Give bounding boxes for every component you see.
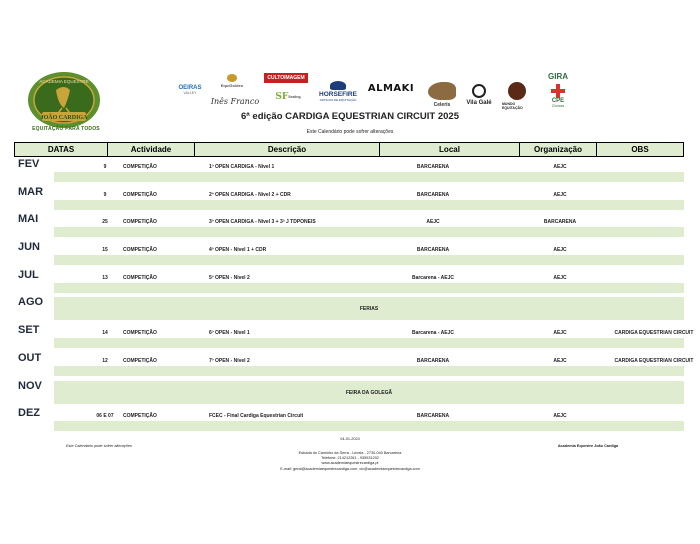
cell-activity: COMPETIÇÃO bbox=[123, 274, 157, 281]
cell-description: 2º OPEN CARDIGA - Nivel 2 + CDR bbox=[209, 191, 291, 198]
header-local: Local bbox=[380, 143, 520, 156]
month-label: JUL bbox=[18, 268, 39, 281]
month-label: FEV bbox=[18, 158, 40, 170]
cell-description: 4º OPEN - Nivel 1 + CDR bbox=[209, 247, 267, 254]
sponsor-oeiras-sub: VALLEY bbox=[183, 91, 197, 95]
logo-tagline: EQUITAÇÃO PARA TODOS bbox=[32, 126, 100, 132]
calendar-table bbox=[14, 142, 694, 434]
cell-organization: AEJC bbox=[553, 330, 567, 337]
cell-description: 7º OPEN - Nivel 2 bbox=[209, 357, 250, 364]
cell-local: BARCARENA bbox=[416, 357, 450, 364]
footer-contact bbox=[0, 451, 700, 472]
sponsor-sf-sub: Sealing bbox=[288, 95, 301, 99]
table-row bbox=[14, 351, 694, 379]
sponsor-oeiras-name: OEIRAS bbox=[178, 85, 202, 91]
cell-date: 06 E 07 bbox=[96, 413, 114, 420]
cell-description: 6º OPEN - Nivel 1 bbox=[209, 330, 250, 337]
table-row bbox=[14, 379, 684, 407]
sponsor-sf-logo bbox=[270, 88, 306, 106]
equigolden-icon bbox=[227, 74, 237, 82]
footer-website[interactable]: www.academiaequestrecardiga.pt bbox=[321, 461, 379, 466]
row-band bbox=[54, 172, 684, 182]
cell-organization: AEJC bbox=[553, 164, 567, 170]
sponsor-mundo-name: MUNDO EQUITAÇÃO bbox=[502, 102, 523, 110]
cell-date: 12 bbox=[102, 357, 108, 364]
table-body bbox=[14, 157, 694, 434]
table-row bbox=[14, 157, 684, 185]
cell-date: 14 bbox=[102, 330, 108, 337]
month-label: JUN bbox=[18, 241, 41, 254]
cell-description: 3º OPEN CARDIGA - Nivel 3 + 3ª J TDPONEIS bbox=[209, 219, 316, 226]
sponsor-almaki-logo: ALMAKI bbox=[367, 82, 415, 94]
row-band bbox=[54, 421, 684, 431]
sponsor-cpe-sub: Clínicas bbox=[551, 104, 565, 108]
row-data bbox=[54, 357, 694, 366]
cell-activity: COMPETIÇÃO bbox=[123, 164, 157, 170]
cell-local: BARCARENA bbox=[416, 413, 450, 420]
table-row bbox=[14, 295, 684, 323]
cell-date: 9 bbox=[103, 191, 107, 198]
mundo-equitacao-icon bbox=[508, 82, 526, 100]
month-label: DEZ bbox=[18, 407, 40, 420]
cell-organization: BARCARENA bbox=[543, 219, 577, 226]
row-data bbox=[54, 389, 684, 398]
sponsor-horsefire-sub: ARTIGOS DE EQUITAÇÃO bbox=[319, 97, 357, 102]
sponsor-gira-name: GIRA bbox=[548, 72, 568, 81]
header-actividade: Actividade bbox=[108, 143, 195, 156]
row-data bbox=[54, 274, 684, 283]
row-band bbox=[54, 227, 684, 237]
sponsor-celeris-name: Celeris bbox=[433, 102, 451, 108]
sponsor-equigolden-logo bbox=[218, 71, 246, 91]
table-row bbox=[14, 240, 684, 268]
table-row bbox=[14, 185, 684, 213]
cell-activity: COMPETIÇÃO bbox=[123, 219, 157, 226]
footer-email[interactable]: E-mail: geral@academiaequestrecardiga.com, cic@academiaequestrecardiga.com bbox=[280, 466, 420, 471]
table-row bbox=[14, 323, 694, 351]
cell-local: BARCARENA bbox=[416, 247, 450, 254]
cell-local: BARCARENA bbox=[416, 191, 450, 198]
row-data bbox=[54, 246, 684, 255]
header-datas: DATAS bbox=[15, 143, 108, 156]
sponsor-gira-cpe-logo bbox=[540, 72, 576, 112]
vila-gale-icon bbox=[472, 84, 486, 98]
cell-local: Barcarena - AEJC bbox=[411, 274, 455, 281]
sponsor-horsefire-logo bbox=[315, 80, 361, 102]
page-subtitle: Este Calendário pode sofrer alterações bbox=[306, 129, 394, 135]
cell-description: 1º OPEN CARDIGA - Nivel 1 bbox=[209, 164, 275, 170]
cell-date: 15 bbox=[102, 247, 108, 254]
cell-date: 13 bbox=[102, 274, 108, 281]
table-row bbox=[14, 212, 684, 240]
cell-local: BARCARENA bbox=[416, 164, 450, 170]
logo-text-bottom: JOÃO CARDIGA bbox=[40, 115, 88, 121]
footer-phone: Telefone: 214212261 - 935531202 bbox=[321, 456, 379, 461]
row-data bbox=[54, 329, 694, 338]
cell-date: 25 bbox=[102, 219, 108, 226]
cell-local: AEJC bbox=[426, 219, 440, 226]
row-band bbox=[54, 200, 684, 210]
sponsor-celeris-logo bbox=[420, 74, 464, 108]
sponsor-sf-name: SF bbox=[275, 92, 289, 102]
month-label: SET bbox=[18, 324, 40, 337]
row-band bbox=[54, 283, 684, 293]
month-label: NOV bbox=[18, 379, 42, 392]
cell-organization: AEJC bbox=[553, 191, 567, 198]
cell-organization: AEJC bbox=[553, 247, 567, 254]
table-header bbox=[14, 142, 684, 157]
cell-local: Barcarena - AEJC bbox=[411, 330, 455, 337]
sponsor-oeiras-logo bbox=[177, 76, 203, 104]
row-data bbox=[54, 163, 684, 172]
cell-obs: CARDIGA EQUESTRIAN CIRCUIT bbox=[614, 330, 694, 337]
cell-activity: COMPETIÇÃO bbox=[123, 330, 157, 337]
row-data bbox=[54, 218, 684, 227]
sponsor-cultoimagem-logo: CULTOIMAGEM bbox=[264, 73, 308, 83]
cell-activity: COMPETIÇÃO bbox=[123, 413, 157, 420]
month-label: AGO bbox=[18, 296, 44, 309]
month-label: MAR bbox=[18, 185, 44, 198]
logo-text-top: ACADEMIA EQUESTRE bbox=[39, 79, 89, 84]
row-data bbox=[54, 412, 684, 421]
cell-organization: AEJC bbox=[553, 357, 567, 364]
footer-address: Estrada do Caminho da Serra - Leceia - 2730-040 Barcarena bbox=[298, 451, 402, 455]
header-descricao: Descrição bbox=[195, 143, 380, 156]
sponsor-equigolden-name: EquiGolden bbox=[220, 83, 244, 88]
cell-organization: AEJC bbox=[553, 274, 567, 281]
footer-disclaimer: Este Calendário pode sofrer alterações bbox=[66, 444, 132, 448]
row-data bbox=[54, 305, 684, 314]
sponsor-mundo-equitacao-logo bbox=[502, 80, 532, 110]
row-band bbox=[54, 366, 684, 376]
header-obs: OBS bbox=[631, 145, 649, 154]
cell-activity: COMPETIÇÃO bbox=[123, 357, 157, 364]
row-band bbox=[54, 255, 684, 265]
medical-cross-icon bbox=[551, 84, 565, 98]
row-note: FERIAS bbox=[359, 306, 379, 313]
horse-head-icon bbox=[428, 82, 456, 100]
table-row bbox=[14, 268, 684, 296]
horse-icon bbox=[330, 81, 346, 90]
sponsor-vila-gale-name: Vila Galé bbox=[466, 100, 492, 106]
sponsor-vila-gale-logo bbox=[464, 76, 494, 106]
cell-obs: CARDIGA EQUESTRIAN CIRCUIT bbox=[614, 357, 694, 364]
table-row bbox=[14, 406, 684, 434]
header-organizacao: Organização bbox=[520, 143, 597, 156]
sponsor-horsefire-name: HORSEFIRE bbox=[319, 90, 357, 98]
month-label: MAI bbox=[18, 213, 39, 226]
cell-organization: AEJC bbox=[553, 413, 567, 420]
sponsor-cpe-name: CPE bbox=[551, 98, 565, 104]
cell-activity: COMPETIÇÃO bbox=[123, 247, 157, 254]
cell-activity: COMPETIÇÃO bbox=[123, 191, 157, 198]
cell-description: 5º OPEN - Nivel 2 bbox=[209, 274, 250, 281]
cell-date: 9 bbox=[103, 164, 107, 170]
sponsor-ines-franco-logo: Inês Franco bbox=[210, 96, 260, 106]
cell-description: FCEC - Final Cardiga Equestrian Circuit bbox=[209, 413, 304, 420]
page-title: 6ª edição CARDIGA EQUESTRIAN CIRCUIT 2025 bbox=[240, 111, 459, 122]
month-label: OUT bbox=[18, 351, 42, 364]
row-data bbox=[54, 191, 684, 200]
footer-date: 04-01-2024 bbox=[340, 437, 360, 441]
footer-academy-name: Academia Equestre João Cardiga bbox=[557, 444, 619, 448]
row-band bbox=[54, 338, 684, 348]
row-note: FEIRA DA GOLEGÃ bbox=[345, 389, 393, 396]
